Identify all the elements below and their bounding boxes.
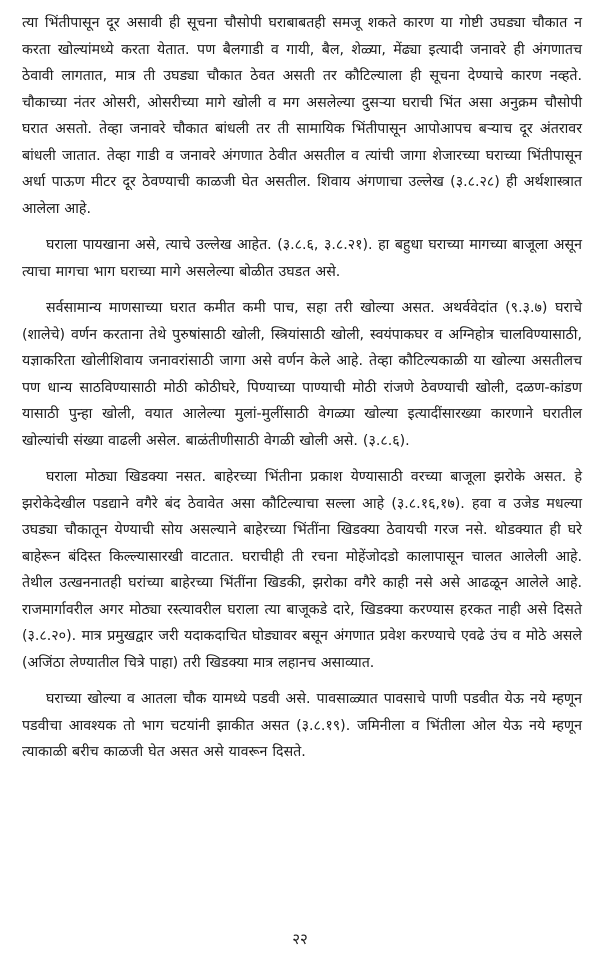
paragraph-verandah: घराच्या खोल्या व आतला चौक यामध्ये पडवी असे. पावसाळ्यात पावसाचे पाणी पडवीत येऊ नये म्हणून पडवीचा आवश्यक तो भाग चटयांनी झाकीत असत (३.८.१९). जमिनीला व भिंतीला ओल येऊ नये म्हणून त्याकाळी बरीच काळजी घेत असत असे यावरून दिसते. — [22, 691, 582, 760]
paragraph-rooms: सर्वसामान्य माणसाच्या घरात कमीत कमी पाच, सहा तरी खोल्या असत. अथर्ववेदांत (९.३.७) घराचे (शालेचे) वर्णन करताना तेथे पुरुषांसाठी खोली, स्त्रियांसाठी खोली, स्वयंपाकघर व अग्निहोत्र चालविण्यासाठी, यज्ञाकरिता खोलीशिवाय जनावरांसाठी जागा असे वर्णन केले आहे. तेव्हा कौटिल्यकाळी या खोल्या असतीलच पण धान्य साठविण्यासाठी मोठी कोठीघरे, पिण्याच्या पाण्याची मोठी रांजणे ठेवण्याची खोली, दळण-कांडण यासाठी पुन्हा खोली, वयात आलेल्या मुलां-मुलींसाठी वेगळ्या खोल्या इत्यादींसारख्या कारणाने घरातील खोल्यांची संख्या वाढली असेल. बाळंतीणीसाठी वेगळी खोली असे. (३.८.६). — [22, 300, 582, 449]
paragraph-courtyard-animals: त्या भिंतीपासून दूर असावी ही सूचना चौसोपी घराबाबतही समजू शकते कारण या गोष्टी उघड्या चौकात न करता खोल्यांमध्ये करता येतात. पण बैलगाडी व गायी, बैल, शेळ्या, मेंढ्या इत्यादी जनावरे ही अंगणातच ठेवावी लागतात, मात्र ती उघड्या चौकात ठेवत असती तर कौटिल्याला ही सूचना देण्याचे कारण नव्हते. चौकाच्या नंतर ओसरी, ओसरीच्या मागे खोली व मग असलेल्या दुसऱ्या घराची भिंत असा अनुक्रम चौसोपी घरात असतो. तेव्हा जनावरे चौकात बांधली तर ती सामायिक भिंतीपासून आपोआपच बऱ्याच दूर अंतरावर बांधली जातात. तेव्हा गाडी व जनावरे अंगणात ठेवीत असतील व त्यांची जागा शेजारच्या घराच्या भिंतीपासून अर्धा पाऊण मीटर दूर ठेवण्याची काळजी घेत असतील. शिवाय अंगणाचा उल्लेख (३.८.२८) ही अर्थशास्त्रात आलेला आहे. — [22, 15, 582, 217]
page-number: २२ — [292, 930, 308, 948]
paragraph-windows: घराला मोठ्या खिडक्या नसत. बाहेरच्या भिंतीना प्रकाश येण्यासाठी वरच्या बाजूला झरोके असत. हे झरोकेदेखील पडद्याने वगैरे बंद ठेवावेत असा कौटिल्याचा सल्ला आहे (३.८.१६,१७). हवा व उजेड मधल्या उघड्या चौकातून येण्याची सोय असल्याने बाहेरच्या भिंतींना खिडक्या ठेवायची गरज नसे. थोडक्यात ही घरे बाहेरून बंदिस्त किल्ल्यासारखी वाटतात. घराचीही ती रचना मोहेंजोदडो कालापासून चालत आलेली आहे. तेथील उत्खननातही घरांच्या बाहेरच्या भिंतींना खिडकी, झरोका वगैरे काही नसे असे आढळून आलेले आहे. राजमार्गावरील अगर मोठ्या रस्त्यावरील घराला त्या बाजूकडे दारे, खिडक्या करण्यास हरकत नाही असे दिसते (३.८.२०). मात्र प्रमुखद्वार जरी यदाकदाचित घोड्यावर बसून अंगणात प्रवेश करण्याचे एवढे उंच व मोठे असले (अजिंठा लेण्यातील चित्रे पाहा) तरी खिडक्या मात्र लहानच असाव्यात. — [22, 469, 582, 671]
paragraph-toilet: घराला पायखाना असे, त्याचे उल्लेख आहेत. (३.८.६, ३.८.२१). हा बहुधा घराच्या मागच्या बाजूला असून त्याचा मागचा भाग घराच्या मागे असलेल्या बोळीत उघडत असे. — [22, 237, 582, 280]
